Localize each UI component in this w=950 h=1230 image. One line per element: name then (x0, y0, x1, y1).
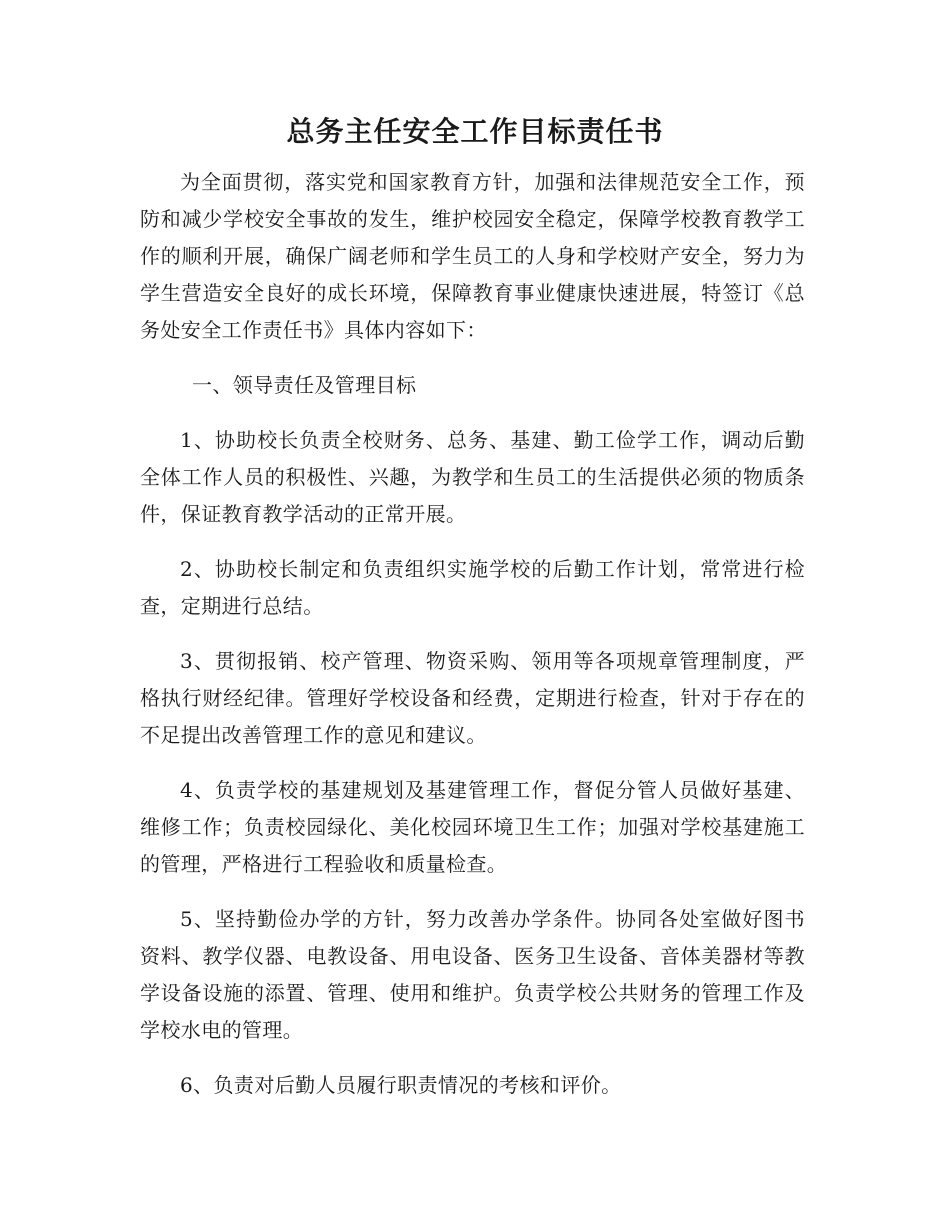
list-item: 3、贯彻报销、校产管理、物资采购、领用等各项规章管理制度，严格执行财经纪律。管理好学校设备和经费，定期进行检查，针对于存在的不足提出改善管理工作的意见和建议。 (140, 649, 805, 747)
list-item: 1、协助校长负责全校财务、总务、基建、勤工俭学工作，调动后勤全体工作人员的积极性、兴趣，为教学和生员工的生活提供必须的物质条件，保证教育教学活动的正常开展。 (140, 428, 805, 526)
list-item: 4、负责学校的基建规划及基建管理工作，督促分管人员做好基建、维修工作；负责校园绿化、美化校园环境卫生工作；加强对学校基建施工的管理，严格进行工程验收和质量检查。 (140, 778, 805, 876)
document-body (140, 164, 805, 1122)
intro-paragraph: 为全面贯彻，落实党和国家教育方针，加强和法律规范安全工作，预防和减少学校安全事故的发生，维护校园安全稳定，保障学校教育教学工作的顺利开展，确保广阔老师和学生员工的人身和学校财产安全，努力为学生营造安全良好的成长环境，保障教育事业健康快速进展，特签订《总务处安全工作责任书》具体内容如下： (140, 170, 805, 342)
list-item: 5、坚持勤俭办学的方针，努力改善办学条件。协同各处室做好图书资料、教学仪器、电教设备、用电设备、医务卫生设备、音体美器材等教学设备设施的添置、管理、使用和维护。负责学校公共财务的管理工作及学校水电的管理。 (140, 907, 805, 1042)
list-item: 2、协助校长制定和负责组织实施学校的后勤工作计划，常常进行检查，定期进行总结。 (140, 557, 805, 618)
list-item: 6、负责对后勤人员履行职责情况的考核和评价。 (180, 1073, 622, 1097)
document-title: 总务主任安全工作目标责任书 (286, 115, 664, 148)
section-heading: 一、领导责任及管理目标 (192, 373, 417, 397)
